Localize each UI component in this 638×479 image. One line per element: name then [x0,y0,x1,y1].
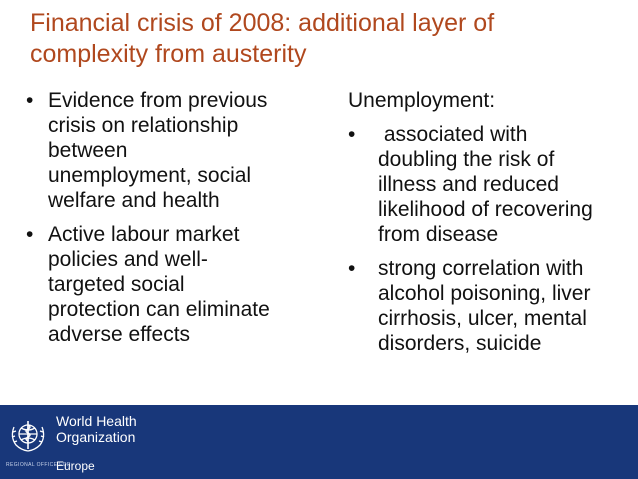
bullet-item [348,256,633,356]
bullet-text-line: targeted social [48,273,185,296]
region-label: Europe [56,459,95,473]
bullet-text-line: alcohol poisoning, liver [378,282,591,305]
bullet-text-line: Active labour market [48,223,240,246]
bullet-item [348,122,633,247]
footer-bar [0,405,638,479]
bullet-text-line: likelihood of recovering [378,198,593,221]
bullet-text-line: between [48,139,128,162]
organization-name [56,413,137,445]
bullet-mark: • [26,223,34,246]
right-column [348,88,633,365]
slide-title [30,8,620,70]
bullet-item [26,88,346,213]
bullet-text-line: policies and well- [48,248,208,271]
slide-title-line: Financial crisis of 2008: additional layer of [30,9,495,37]
bullet-text-line: cirrhosis, ulcer, mental [378,307,587,330]
bullet-mark: • [348,257,356,280]
bullet-text-line: protection can eliminate [48,298,270,321]
section-heading: Unemployment: [348,89,496,112]
who-emblem-icon [6,413,50,462]
bullet-text-line: doubling the risk of [378,148,555,171]
bullet-text-line: unemployment, social [48,164,252,187]
bullet-text-line: crisis on relationship [48,114,239,137]
slide-title-line: complexity from austerity [30,40,307,68]
bullet-text-line: associated with [378,123,528,146]
bullet-mark: • [26,89,34,112]
bullet-text-line: disorders, suicide [378,332,542,355]
organization-name-line: World Health [56,413,137,429]
bullet-text-line: strong correlation with [378,257,584,280]
bullet-text-line: Evidence from previous [48,89,268,112]
bullet-text-line: from disease [378,223,499,246]
bullet-item [26,222,346,347]
organization-name-line: Organization [56,429,136,445]
bullet-text-line: welfare and health [48,189,220,212]
bullet-mark: • [348,123,356,146]
bullet-text-line: illness and reduced [378,173,559,196]
left-column [26,88,346,356]
bullet-text-line: adverse effects [48,323,191,346]
regional-office-label: REGIONAL OFFICE FOR [6,462,71,468]
